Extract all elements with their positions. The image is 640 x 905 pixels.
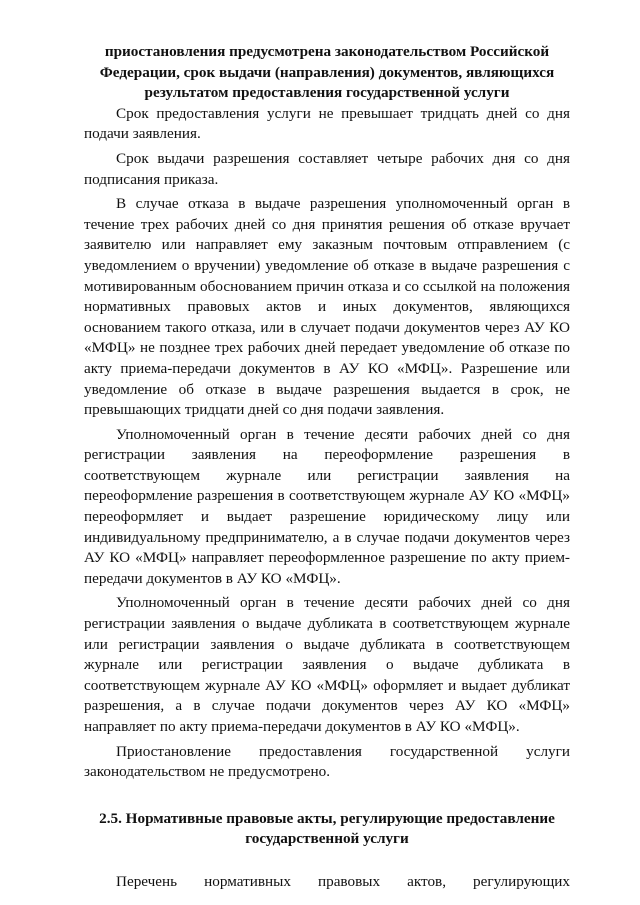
top-heading-line: приостановления предусмотрена законодательством Российской — [104, 43, 550, 60]
top-heading — [84, 42, 570, 104]
paragraph-legal-acts-list: Перечень нормативных правовых актов, регулирующих — [116, 872, 570, 890]
section-heading — [84, 809, 570, 850]
paragraph-refusal: В случае отказа в выдаче разрешения уполномоченный орган в течение трех рабочих дней со дня принятия решения об отказе вручает заявителю или направляет ему заказным почтовым отправлением (с уведомлением о вручении) уведомление об отказе в выдаче разрешения с мотивированным обоснованием причин отказа и со ссылкой на положения нормативных правовых актов и иных документов, являющихся основанием такого отказа, или в случает подачи документов через АУ КО «МФЦ» не позднее трех рабочих дней передает уведомление об отказе по акту приема-передачи документов в АУ КО «МФЦ». Разрешение или уведомление об отказе в выдаче разрешения выдается в срок, не превышающих тридцати дней со дня подачи заявления. — [84, 195, 570, 419]
section-heading-line: государственной услуги — [245, 830, 409, 848]
document-page — [84, 38, 570, 893]
section-heading-line: 2.5. Нормативные правовые акты, регулирующие предоставление — [99, 809, 555, 827]
top-heading-line: результатом предоставления государственной услуги — [144, 84, 510, 102]
paragraph-service-term: Срок предоставления услуги не превышает тридцать дней со дня подачи заявления. — [84, 104, 570, 143]
paragraph-permit-issue-term: Срок выдачи разрешения составляет четыре рабочих дня со дня подписания приказа. — [84, 149, 570, 188]
paragraph-duplicate: Уполномоченный орган в течение десяти рабочих дней со дня регистрации заявления о выдаче дубликата в соответствующем журнале или регистрации заявления о выдаче дубликата в соответствующем журнале или регистрации заявления о выдаче дубликата в соответствующем журнале АУ КО «МФЦ» оформляет и выдает дубликат разрешения, а в случае подачи документов через АУ КО «МФЦ» направляет по акту приема-передачи документов в АУ КО «МФЦ». — [84, 594, 570, 735]
paragraph-reissue: Уполномоченный орган в течение десяти рабочих дней со дня регистрации заявления на переоформление разрешения в соответствующем журнале или регистрации заявления на переоформление разрешения в соответствующем журнале АУ КО «МФЦ» переоформляет и выдает разрешение юридическому лицу или индивидуальному предпринимателю, а в случае подачи документов через АУ КО «МФЦ» направляет переоформленное разрешение по акту прием-передачи документов в АУ КО «МФЦ». — [84, 425, 570, 587]
top-heading-line: Федерации, срок выдачи (направления) документов, являющихся — [99, 63, 555, 81]
paragraph-suspension: Приостановление предоставления государственной услуги законодательством не предусмотрено. — [84, 742, 570, 781]
